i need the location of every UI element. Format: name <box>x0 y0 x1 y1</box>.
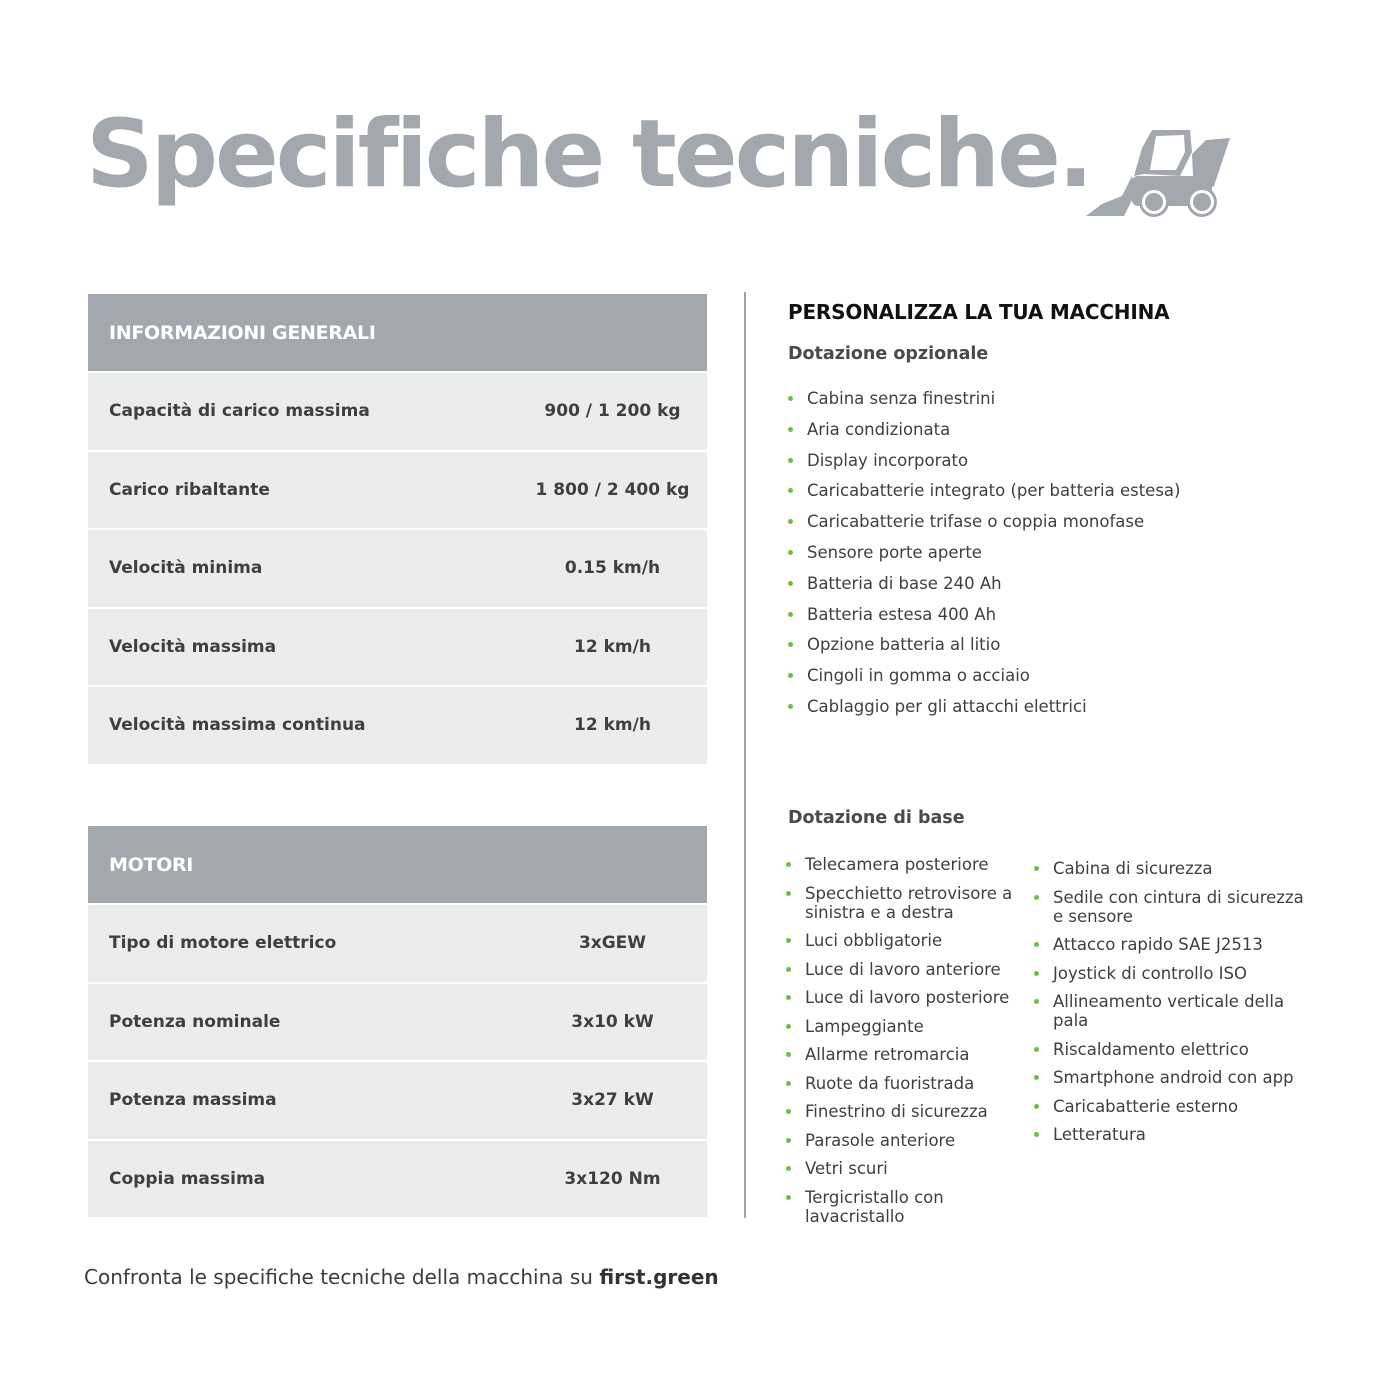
page-title: Specifiche tecniche. <box>86 100 1091 209</box>
table-row <box>88 530 707 607</box>
list-item: Display incorporato <box>788 451 1268 482</box>
list-item: Caricabatterie trifase o coppia monofase <box>788 512 1268 543</box>
list-item: Lampeggiante <box>786 1017 1026 1036</box>
table-row <box>88 1062 707 1139</box>
list-item: Cingoli in gomma o acciaio <box>788 666 1268 697</box>
list-item: Tergicristallo con lavacristallo <box>786 1188 1026 1226</box>
footer-text: Confronta le specifiche tecniche della macchina su <box>84 1265 600 1289</box>
list-item: Telecamera posteriore <box>786 855 1026 874</box>
table-row <box>88 687 707 764</box>
optional-equipment-title: Dotazione opzionale <box>788 344 989 364</box>
list-item: Letteratura <box>1034 1125 1314 1144</box>
row-label: Velocità minima <box>109 558 263 579</box>
vertical-divider <box>744 292 746 1218</box>
list-item: Caricabatterie integrato (per batteria estesa) <box>788 481 1268 512</box>
list-item: Luce di lavoro anteriore <box>786 960 1026 979</box>
list-item: Batteria di base 240 Ah <box>788 574 1268 605</box>
list-item: Caricabatterie esterno <box>1034 1097 1314 1116</box>
row-value: 0.15 km/h <box>564 558 661 579</box>
row-label: Potenza nominale <box>109 1011 281 1032</box>
table-row <box>88 1141 707 1218</box>
row-label: Capacità di carico massima <box>109 401 370 422</box>
table-row <box>88 373 707 450</box>
list-item: Allarme retromarcia <box>786 1045 1026 1064</box>
list-item: Luci obbligatorie <box>786 931 1026 950</box>
general-info-header: INFORMAZIONI GENERALI <box>88 294 707 371</box>
row-label: Carico ribaltante <box>109 479 270 500</box>
list-item: Allineamento verticale della pala <box>1034 992 1314 1030</box>
list-item: Cablaggio per gli attacchi elettrici <box>788 697 1268 728</box>
list-item: Smartphone android con app <box>1034 1068 1314 1087</box>
row-label: Velocità massima <box>109 636 277 657</box>
list-item: Cabina di sicurezza <box>1034 859 1314 878</box>
table-row <box>88 905 707 982</box>
list-item: Ruote da fuoristrada <box>786 1074 1026 1093</box>
list-item: Finestrino di sicurezza <box>786 1102 1026 1121</box>
row-value: 12 km/h <box>574 715 651 736</box>
row-value: 3x27 kW <box>571 1090 654 1111</box>
list-item: Cabina senza finestrini <box>788 389 1268 420</box>
list-item: Parasole anteriore <box>786 1131 1026 1150</box>
base-equipment-list-left <box>786 855 1026 1235</box>
table-row <box>88 609 707 686</box>
website-link[interactable]: first.green <box>599 1265 719 1289</box>
base-equipment-title: Dotazione di base <box>788 808 965 828</box>
list-item: Vetri scuri <box>786 1159 1026 1178</box>
table-row <box>88 984 707 1061</box>
table-row <box>88 452 707 529</box>
row-value: 3xGEW <box>578 933 647 954</box>
list-item: Sedile con cintura di sicurezza e sensore <box>1034 888 1314 926</box>
compact-loader-icon <box>1084 126 1234 220</box>
row-label: Potenza massima <box>109 1090 277 1111</box>
list-item: Batteria estesa 400 Ah <box>788 605 1268 636</box>
row-label: Velocità massima continua <box>109 715 366 736</box>
row-value: 900 / 1 200 kg <box>544 401 681 422</box>
list-item: Aria condizionata <box>788 420 1268 451</box>
customize-title: PERSONALIZZA LA TUA MACCHINA <box>788 300 1170 324</box>
list-item: Specchietto retrovisore a sinistra e a destra <box>786 884 1026 922</box>
motors-header: MOTORI <box>88 826 707 903</box>
row-value: 3x10 kW <box>571 1011 654 1032</box>
list-item: Luce di lavoro posteriore <box>786 988 1026 1007</box>
optional-equipment-list <box>788 389 1268 728</box>
row-value: 3x120 Nm <box>564 1168 661 1189</box>
row-label: Coppia massima <box>109 1168 266 1189</box>
list-item: Opzione batteria al litio <box>788 635 1268 666</box>
list-item: Joystick di controllo ISO <box>1034 964 1314 983</box>
list-item: Attacco rapido SAE J2513 <box>1034 935 1314 954</box>
general-info-table <box>88 294 707 764</box>
list-item: Sensore porte aperte <box>788 543 1268 574</box>
row-value: 12 km/h <box>574 636 651 657</box>
row-value: 1 800 / 2 400 kg <box>535 479 690 500</box>
footer-note <box>84 1265 719 1289</box>
base-equipment-list-right <box>1034 859 1314 1154</box>
row-label: Tipo di motore elettrico <box>109 933 337 954</box>
motors-table <box>88 826 707 1217</box>
list-item: Riscaldamento elettrico <box>1034 1040 1314 1059</box>
